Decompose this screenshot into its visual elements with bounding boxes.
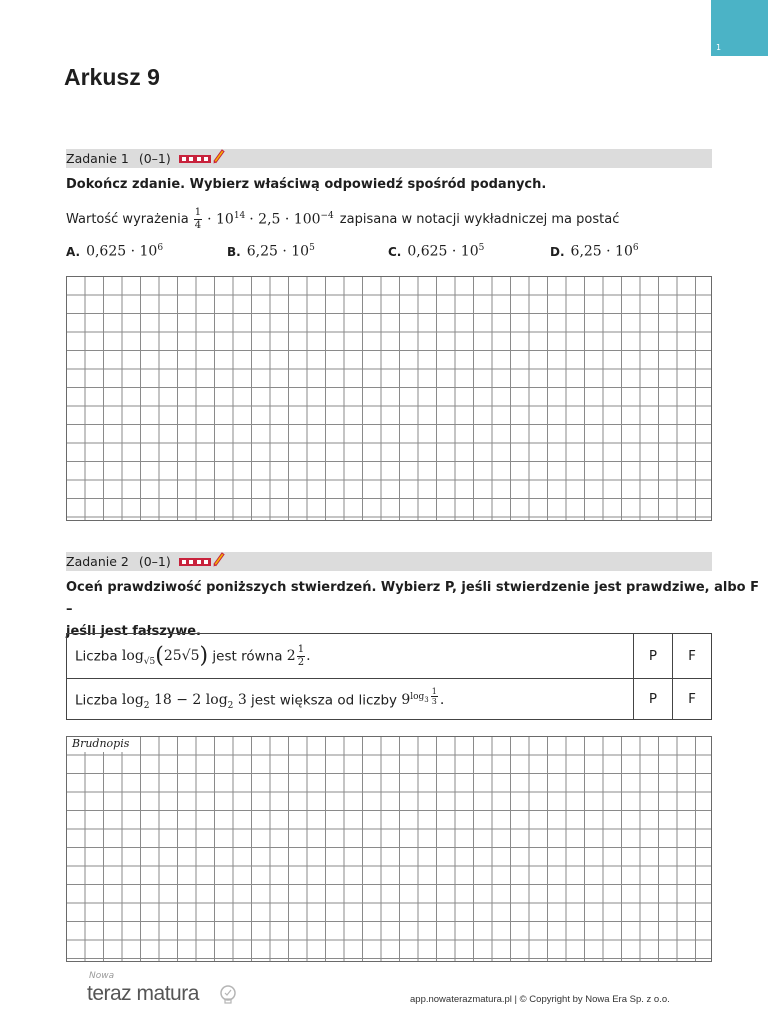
log-base: √5 xyxy=(143,656,156,667)
answer-exponent: 6 xyxy=(157,243,164,253)
answer-mantissa: 6,25 · 10 xyxy=(246,243,310,260)
mixed-fraction xyxy=(297,644,305,669)
task-1-header xyxy=(66,149,712,168)
fraction-numerator: 1 xyxy=(194,206,202,218)
log-base: 2 xyxy=(143,701,150,712)
answer-letter: D. xyxy=(550,244,565,259)
log-name: log xyxy=(121,692,144,709)
answer-b[interactable] xyxy=(227,243,315,260)
statement-middle: jest równa xyxy=(212,648,283,664)
answer-exponent: 5 xyxy=(478,243,485,253)
brand-tagline: Nowa xyxy=(89,971,115,981)
statement-1 xyxy=(67,634,634,679)
answer-letter: C. xyxy=(388,244,402,259)
expression-b-base: · 2,5 · 100 xyxy=(249,211,321,228)
expression-b-exponent: −4 xyxy=(320,210,334,221)
log-expression xyxy=(121,692,247,712)
fraction-denominator: 2 xyxy=(297,656,305,668)
page-number: 1 xyxy=(716,43,722,52)
true-option-1[interactable]: P xyxy=(634,634,673,679)
footer-copyright: app.nowaterazmatura.pl | © Copyright by Nowa Era Sp. z o.o. xyxy=(410,994,670,1005)
log-end: 3 xyxy=(233,692,247,709)
answer-value xyxy=(247,243,315,260)
mixed-number xyxy=(286,643,311,668)
scratch-grid-task-2[interactable] xyxy=(66,736,712,962)
table-row xyxy=(67,634,712,679)
task-1-instruction: Dokończ zdanie. Wybierz właściwą odpowiedź spośród podanych. xyxy=(66,177,547,192)
table-row xyxy=(67,679,712,720)
answer-value xyxy=(407,243,484,260)
fraction-quarter xyxy=(194,207,202,232)
fraction-numerator: 1 xyxy=(431,686,437,696)
power-exponent xyxy=(410,686,440,706)
pencil-icon xyxy=(211,551,225,567)
power-log: log xyxy=(410,691,425,702)
task-2-points: (0–1) xyxy=(138,554,171,569)
statement-prefix: Liczba xyxy=(75,648,118,664)
expression-a-exponent: 14 xyxy=(233,210,246,221)
difficulty-rating xyxy=(179,155,211,163)
false-option-1[interactable]: F xyxy=(673,634,712,679)
mixed-whole: 2 xyxy=(286,648,296,664)
answer-mantissa: 0,625 · 10 xyxy=(86,243,158,260)
false-option-2[interactable]: F xyxy=(673,679,712,720)
page-title: Arkusz 9 xyxy=(64,64,160,90)
fraction-denominator: 3 xyxy=(431,696,437,706)
task-2-instruction-line-2: jeśli jest fałszywe. xyxy=(66,624,201,639)
log-name: log xyxy=(121,648,144,664)
fraction-denominator: 4 xyxy=(194,219,202,231)
log-expression: $\log_{√5}(25√5)$ xyxy=(121,643,209,669)
log-middle: 18 − 2 log xyxy=(149,692,228,709)
task-2-instruction-line-1: Oceń prawdziwość poniższych stwierdzeń. Wybierz P, jeśli stwierdzenie jest prawdziwe, albo F – xyxy=(66,580,760,617)
power-log-base: 3 xyxy=(424,695,429,704)
power-fraction xyxy=(431,687,438,706)
answer-mantissa: 6,25 · 10 xyxy=(570,243,633,260)
scratch-grid-task-1[interactable] xyxy=(66,276,712,521)
task-1-points: (0–1) xyxy=(138,151,171,166)
task-1-label: Zadanie 1 xyxy=(66,151,129,166)
scratch-label: Brudnopis xyxy=(69,737,133,752)
pencil-icon xyxy=(211,148,225,164)
answer-value xyxy=(571,243,639,260)
true-option-2[interactable]: P xyxy=(634,679,673,720)
answer-letter: A. xyxy=(66,244,81,259)
expression-suffix: zapisana w notacji wykładniczej ma postać xyxy=(339,211,620,227)
expression-a-base: · 10 xyxy=(207,211,234,228)
answer-exponent: 6 xyxy=(632,243,639,253)
statement-2 xyxy=(67,679,634,720)
log-argument: 25√5 xyxy=(163,648,200,664)
answer-c[interactable] xyxy=(388,243,484,260)
answer-a[interactable] xyxy=(66,243,163,260)
expression-part-b xyxy=(249,211,334,228)
answer-exponent: 5 xyxy=(309,243,315,253)
task-2-header xyxy=(66,552,712,571)
true-false-table xyxy=(66,633,712,720)
statement-end: . xyxy=(439,692,445,709)
statement-end: . xyxy=(306,648,311,664)
lightbulb-icon xyxy=(217,984,239,1006)
statement-prefix: Liczba xyxy=(75,692,118,709)
power-expression xyxy=(401,686,445,709)
answer-value xyxy=(86,243,163,260)
statement-middle: jest większa od liczby xyxy=(251,692,398,709)
brand-logo: teraz matura xyxy=(87,982,199,1005)
expression-part-a xyxy=(207,211,245,228)
task-2-label: Zadanie 2 xyxy=(66,554,129,569)
answer-mantissa: 0,625 · 10 xyxy=(407,243,479,260)
answer-letter: B. xyxy=(227,244,241,259)
fraction-numerator: 1 xyxy=(297,643,305,655)
difficulty-rating xyxy=(179,558,211,566)
answer-d[interactable] xyxy=(550,243,639,260)
log-base: 2 xyxy=(227,701,234,712)
task-1-expression xyxy=(66,204,619,234)
expression-prefix: Wartość wyrażenia xyxy=(66,211,189,227)
power-base: 9 xyxy=(401,692,411,709)
